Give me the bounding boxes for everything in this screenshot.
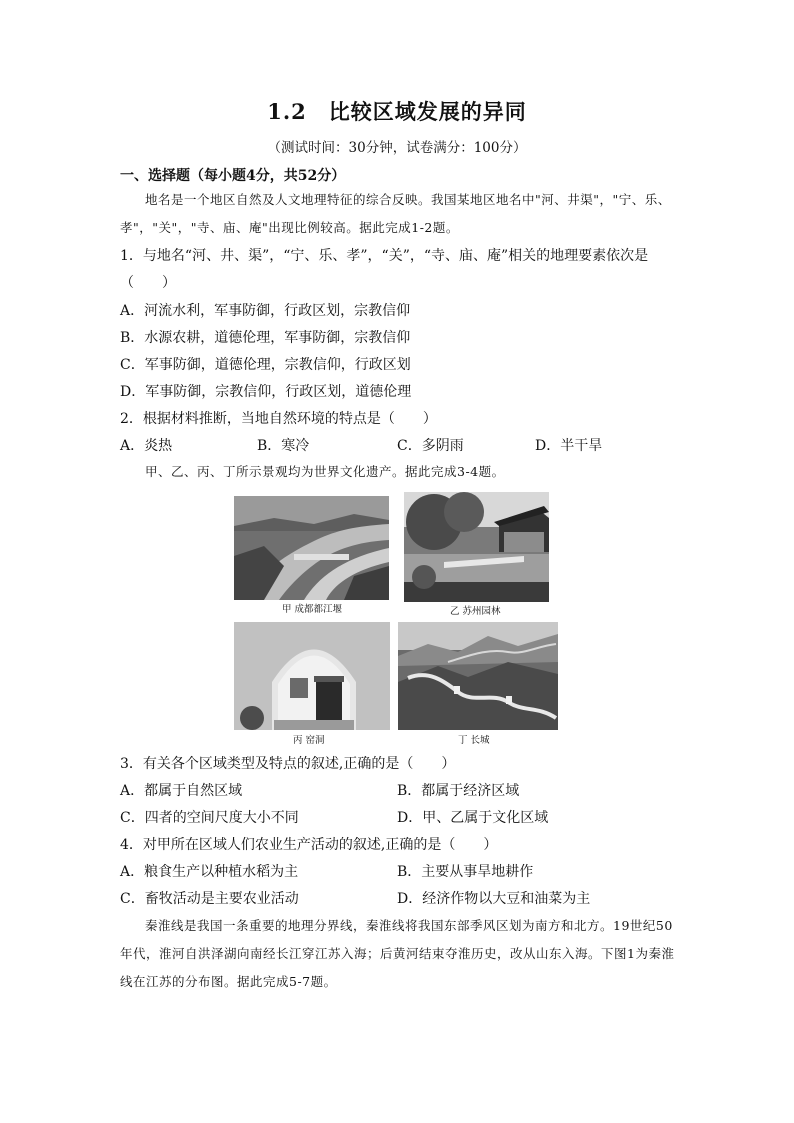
great-wall-photo bbox=[398, 622, 558, 730]
question-3-option-b: B．都属于经济区域 bbox=[397, 783, 520, 799]
question-1-stem: 1．与地名“河、井、渠”，“宁、乐、孝”，“关”，“寺、庙、庵”相关的地理要素依次是 bbox=[120, 248, 649, 264]
question-3-stem: 3．有关各个区域类型及特点的叙述,正确的是（ ） bbox=[120, 756, 456, 772]
question-1-option-d: D．军事防御，宗教信仰，行政区划，道德伦理 bbox=[120, 384, 412, 400]
test-info: （测试时间：30分钟，试卷满分：100分） bbox=[267, 140, 527, 156]
great-wall-caption: 丁 长城 bbox=[458, 735, 490, 746]
question-1-option-c: C．军事防御，道德伦理，宗教信仰，行政区划 bbox=[120, 357, 411, 373]
question-4-option-b: B．主要从事旱地耕作 bbox=[397, 864, 534, 880]
question-3-option-a: A．都属于自然区域 bbox=[120, 783, 243, 799]
question-2-stem: 2．根据材料推断，当地自然环境的特点是（ ） bbox=[120, 411, 437, 427]
material-paragraph-3: 秦淮线是我国一条重要的地理分界线，秦淮线将我国东部季风区划为南方和北方。19世纪50年代，淮河自洪泽湖向南经长江穿江苏入海；后黄河结束夺淮历史，改从山东入海。下图1为秦淮线在江苏的分布图。据此完成5-7题。 bbox=[120, 918, 675, 989]
dujiangyan-caption: 甲 成都都江堰 bbox=[282, 604, 343, 615]
material-paragraph-2: 甲、乙、丙、丁所示景观均为世界文化遗产。据此完成3-4题。 bbox=[145, 464, 505, 479]
question-2-option-b: B．寒冷 bbox=[257, 438, 310, 454]
question-4-stem: 4．对甲所在区域人们农业生产活动的叙述,正确的是（ ） bbox=[120, 837, 498, 853]
question-4-option-d: D．经济作物以大豆和油菜为主 bbox=[397, 891, 591, 907]
question-2-option-d: D．半干旱 bbox=[535, 438, 603, 454]
section-heading: 一、选择题（每小题4分，共52分） bbox=[120, 168, 346, 184]
question-1-option-b: B．水源农耕，道德伦理，军事防御，宗教信仰 bbox=[120, 330, 411, 346]
question-1-option-a: A．河流水利，军事防御，行政区划，宗教信仰 bbox=[120, 303, 411, 319]
suzhou-garden-photo bbox=[404, 492, 549, 602]
question-1-blank: （ ） bbox=[120, 275, 176, 291]
question-2-option-a: A．炎热 bbox=[120, 438, 173, 454]
question-3-option-c: C．四者的空间尺度大小不同 bbox=[120, 810, 299, 826]
cave-dwelling-caption: 丙 窑洞 bbox=[293, 735, 325, 746]
question-4-option-c: C．畜牧活动是主要农业活动 bbox=[120, 891, 299, 907]
question-3-option-d: D．甲、乙属于文化区域 bbox=[397, 810, 549, 826]
page-title: 1.2 比较区域发展的异同 bbox=[267, 99, 527, 124]
question-4-option-a: A．粮食生产以种植水稻为主 bbox=[120, 864, 299, 880]
question-2-option-c: C．多阴雨 bbox=[397, 438, 464, 454]
material-paragraph-1: 地名是一个地区自然及人文地理特征的综合反映。我国某地区地名中"河、井渠"，"宁、乐、孝"，"关"，"寺、庙、庵"出现比例较高。据此完成1-2题。 bbox=[120, 192, 671, 235]
cave-dwelling-photo bbox=[234, 622, 390, 730]
suzhou-garden-caption: 乙 苏州园林 bbox=[450, 606, 501, 617]
dujiangyan-photo bbox=[234, 496, 389, 600]
